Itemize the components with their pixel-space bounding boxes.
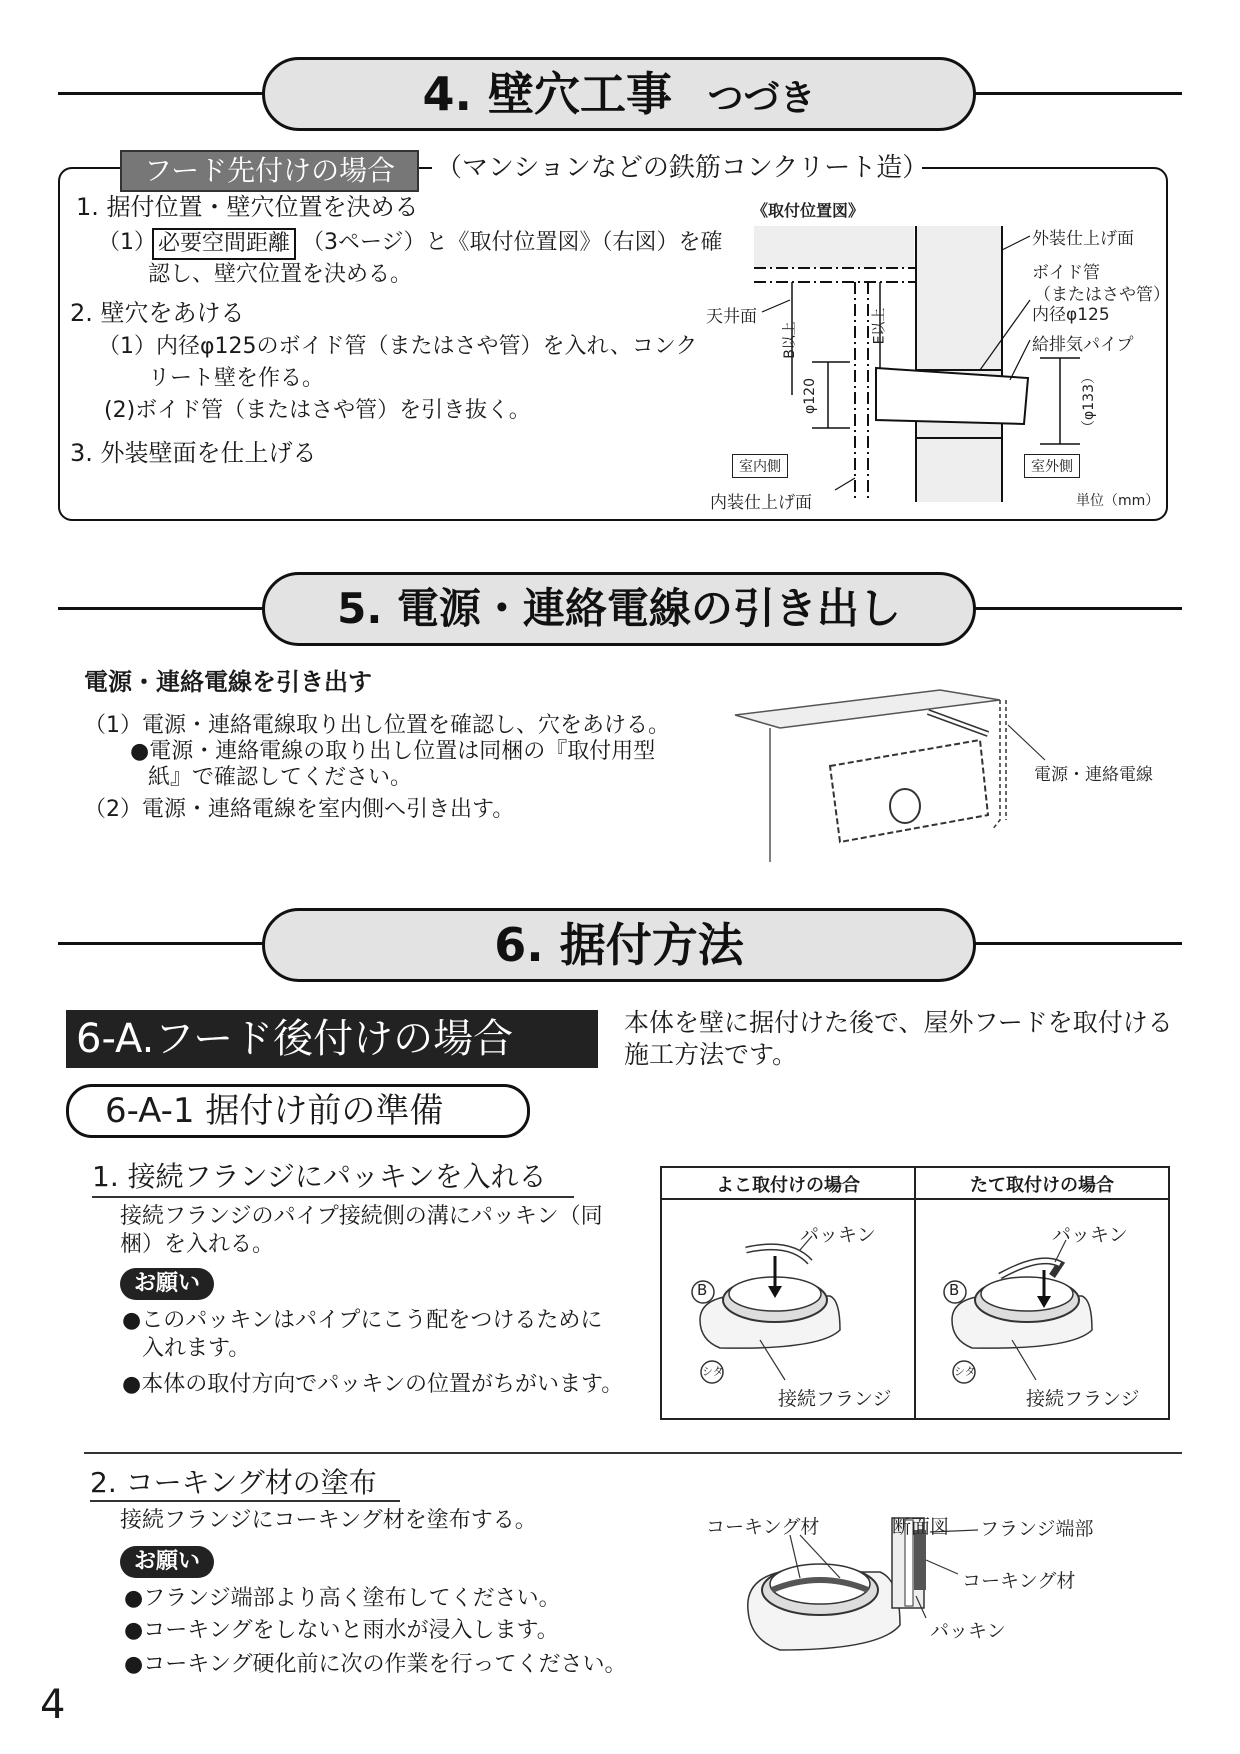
s6-step2-b1: ●フランジ端部より高く塗布してください。	[124, 1586, 561, 1611]
s6-step2-b3: ●コーキング硬化前に次の作業を行ってください。	[124, 1652, 627, 1677]
fig-inner-dia: 内径φ125	[1032, 305, 1110, 325]
case-tag-label: フード先付けの場合	[144, 154, 396, 187]
sec5-figure-label: 電源・連絡電線	[1034, 765, 1153, 785]
table-shita-right: シタ	[954, 1365, 976, 1378]
s6-step1-text2: 梱）を入れる。	[120, 1232, 275, 1257]
fig-outdoor-box: 室外側	[1024, 454, 1080, 478]
sub-a-title: 6-A.フード後付けの場合	[76, 1016, 514, 1062]
sub-a1-title: 6-A-1 据付け前の準備	[105, 1091, 444, 1131]
sub-a-desc2: 施工方法です。	[624, 1040, 798, 1069]
table-shita-left: シタ	[702, 1365, 724, 1378]
fig2-caulk2: コーキング材	[962, 1570, 1076, 1592]
fig-title: 《取付位置図》	[752, 201, 865, 220]
step2-1-cont: リート壁を作る。	[148, 366, 325, 391]
fig-ceiling: 天井面	[706, 307, 757, 327]
request-tag-2: お願い	[120, 1546, 214, 1578]
fig-unit: 単位（mm）	[1076, 493, 1160, 509]
fig2-flange-end: フランジ端部	[980, 1518, 1094, 1540]
fig2-section: 断面図	[892, 1516, 950, 1538]
s6-step2-b2: ●コーキングをしないと雨水が浸入します。	[124, 1618, 559, 1643]
fig-outer-surface: 外装仕上げ面	[1032, 229, 1134, 249]
fig-e-dim: E以上	[871, 307, 888, 345]
section6-title: 6. 据付方法	[494, 918, 744, 972]
s6-step2-text: 接続フランジにコーキング材を塗布する。	[120, 1508, 537, 1533]
sec5-bullet1a: ●電源・連絡電線の取り出し位置は同梱の『取付用型	[130, 739, 656, 764]
required-space-label: 必要空間距離	[158, 231, 291, 256]
step1-1-cont: 認し、壁穴位置を決める。	[148, 262, 413, 287]
s6-step1-b1a: ●このパッキンはパイプにこう配をつけるために	[122, 1308, 603, 1333]
s6-step1-b1b: 入れます。	[142, 1336, 251, 1361]
table-flange-left: 接続フランジ	[778, 1388, 892, 1410]
sec5-item1: （1）電源・連絡電線取り出し位置を確認し、穴をあける。	[84, 713, 670, 738]
s6-step1-b2: ●本体の取付方向でパッキンの位置がちがいます。	[122, 1372, 624, 1397]
step1-heading: 1. 据付位置・壁穴位置を決める	[76, 193, 419, 221]
fig-inner-surface: 内装仕上げ面	[710, 493, 812, 513]
table-b-mark-right: B	[949, 1281, 960, 1299]
step1-1-prefix: （1）	[98, 230, 156, 255]
sub-a-desc1: 本体を壁に据付けた後で、屋外フードを取付ける	[624, 1008, 1173, 1037]
sec5-item2: （2）電源・連絡電線を室内側へ引き出す。	[84, 797, 515, 822]
table-col2-header: たて取付けの場合	[970, 1175, 1114, 1196]
fig-indoor-box: 室内側	[732, 454, 788, 478]
step2-heading: 2. 壁穴をあける	[70, 299, 245, 327]
fig-exhaust-pipe: 給排気パイプ	[1032, 335, 1134, 355]
fig-b-dim: B以上	[781, 321, 798, 359]
request-tag-1: お願い	[120, 1268, 214, 1300]
section4-subtitle: つづき	[707, 78, 816, 119]
section4-title: 4. 壁穴工事	[422, 67, 672, 121]
step3-heading: 3. 外装壁面を仕上げる	[70, 439, 317, 467]
case-note: （マンションなどの鉄筋コンクリート造）	[436, 153, 929, 183]
fig2-caulk: コーキング材	[706, 1516, 820, 1538]
table-col1-header: よこ取付けの場合	[716, 1175, 860, 1196]
fig-phi120: φ120	[801, 378, 818, 414]
s6-step2-title: 2. コーキング材の塗布	[90, 1466, 377, 1499]
table-packing-right: パッキン	[1052, 1224, 1128, 1246]
sec5-bullet1b: 紙』で確認してください。	[148, 765, 413, 790]
table-flange-right: 接続フランジ	[1026, 1388, 1140, 1410]
fig2-packing: パッキン	[930, 1620, 1006, 1642]
table-b-mark-left: B	[697, 1281, 708, 1299]
sec5-heading: 電源・連絡電線を引き出す	[84, 668, 372, 696]
step1-1-rest: （3ページ）と《取付位置図》（右図）を確	[302, 230, 723, 255]
fig-void-pipe: ボイド管	[1032, 263, 1100, 283]
fig-void-pipe-note: （またはさや管）	[1034, 285, 1170, 305]
s6-step1-title: 1. 接続フランジにパッキンを入れる	[92, 1160, 547, 1193]
step2-2: (2)ボイド管（またはさや管）を引き抜く。	[104, 398, 531, 423]
s6-step1-text1: 接続フランジのパイプ接続側の溝にパッキン（同	[120, 1204, 603, 1229]
fig-phi133: （φ133）	[1080, 370, 1097, 434]
step2-1: （1）内径φ125のボイド管（またはさや管）を入れ、コンク	[98, 334, 698, 359]
table-packing-left: パッキン	[800, 1224, 876, 1246]
section5-title: 5. 電源・連絡電線の引き出し	[337, 584, 901, 633]
page-number: 4	[40, 1682, 66, 1728]
